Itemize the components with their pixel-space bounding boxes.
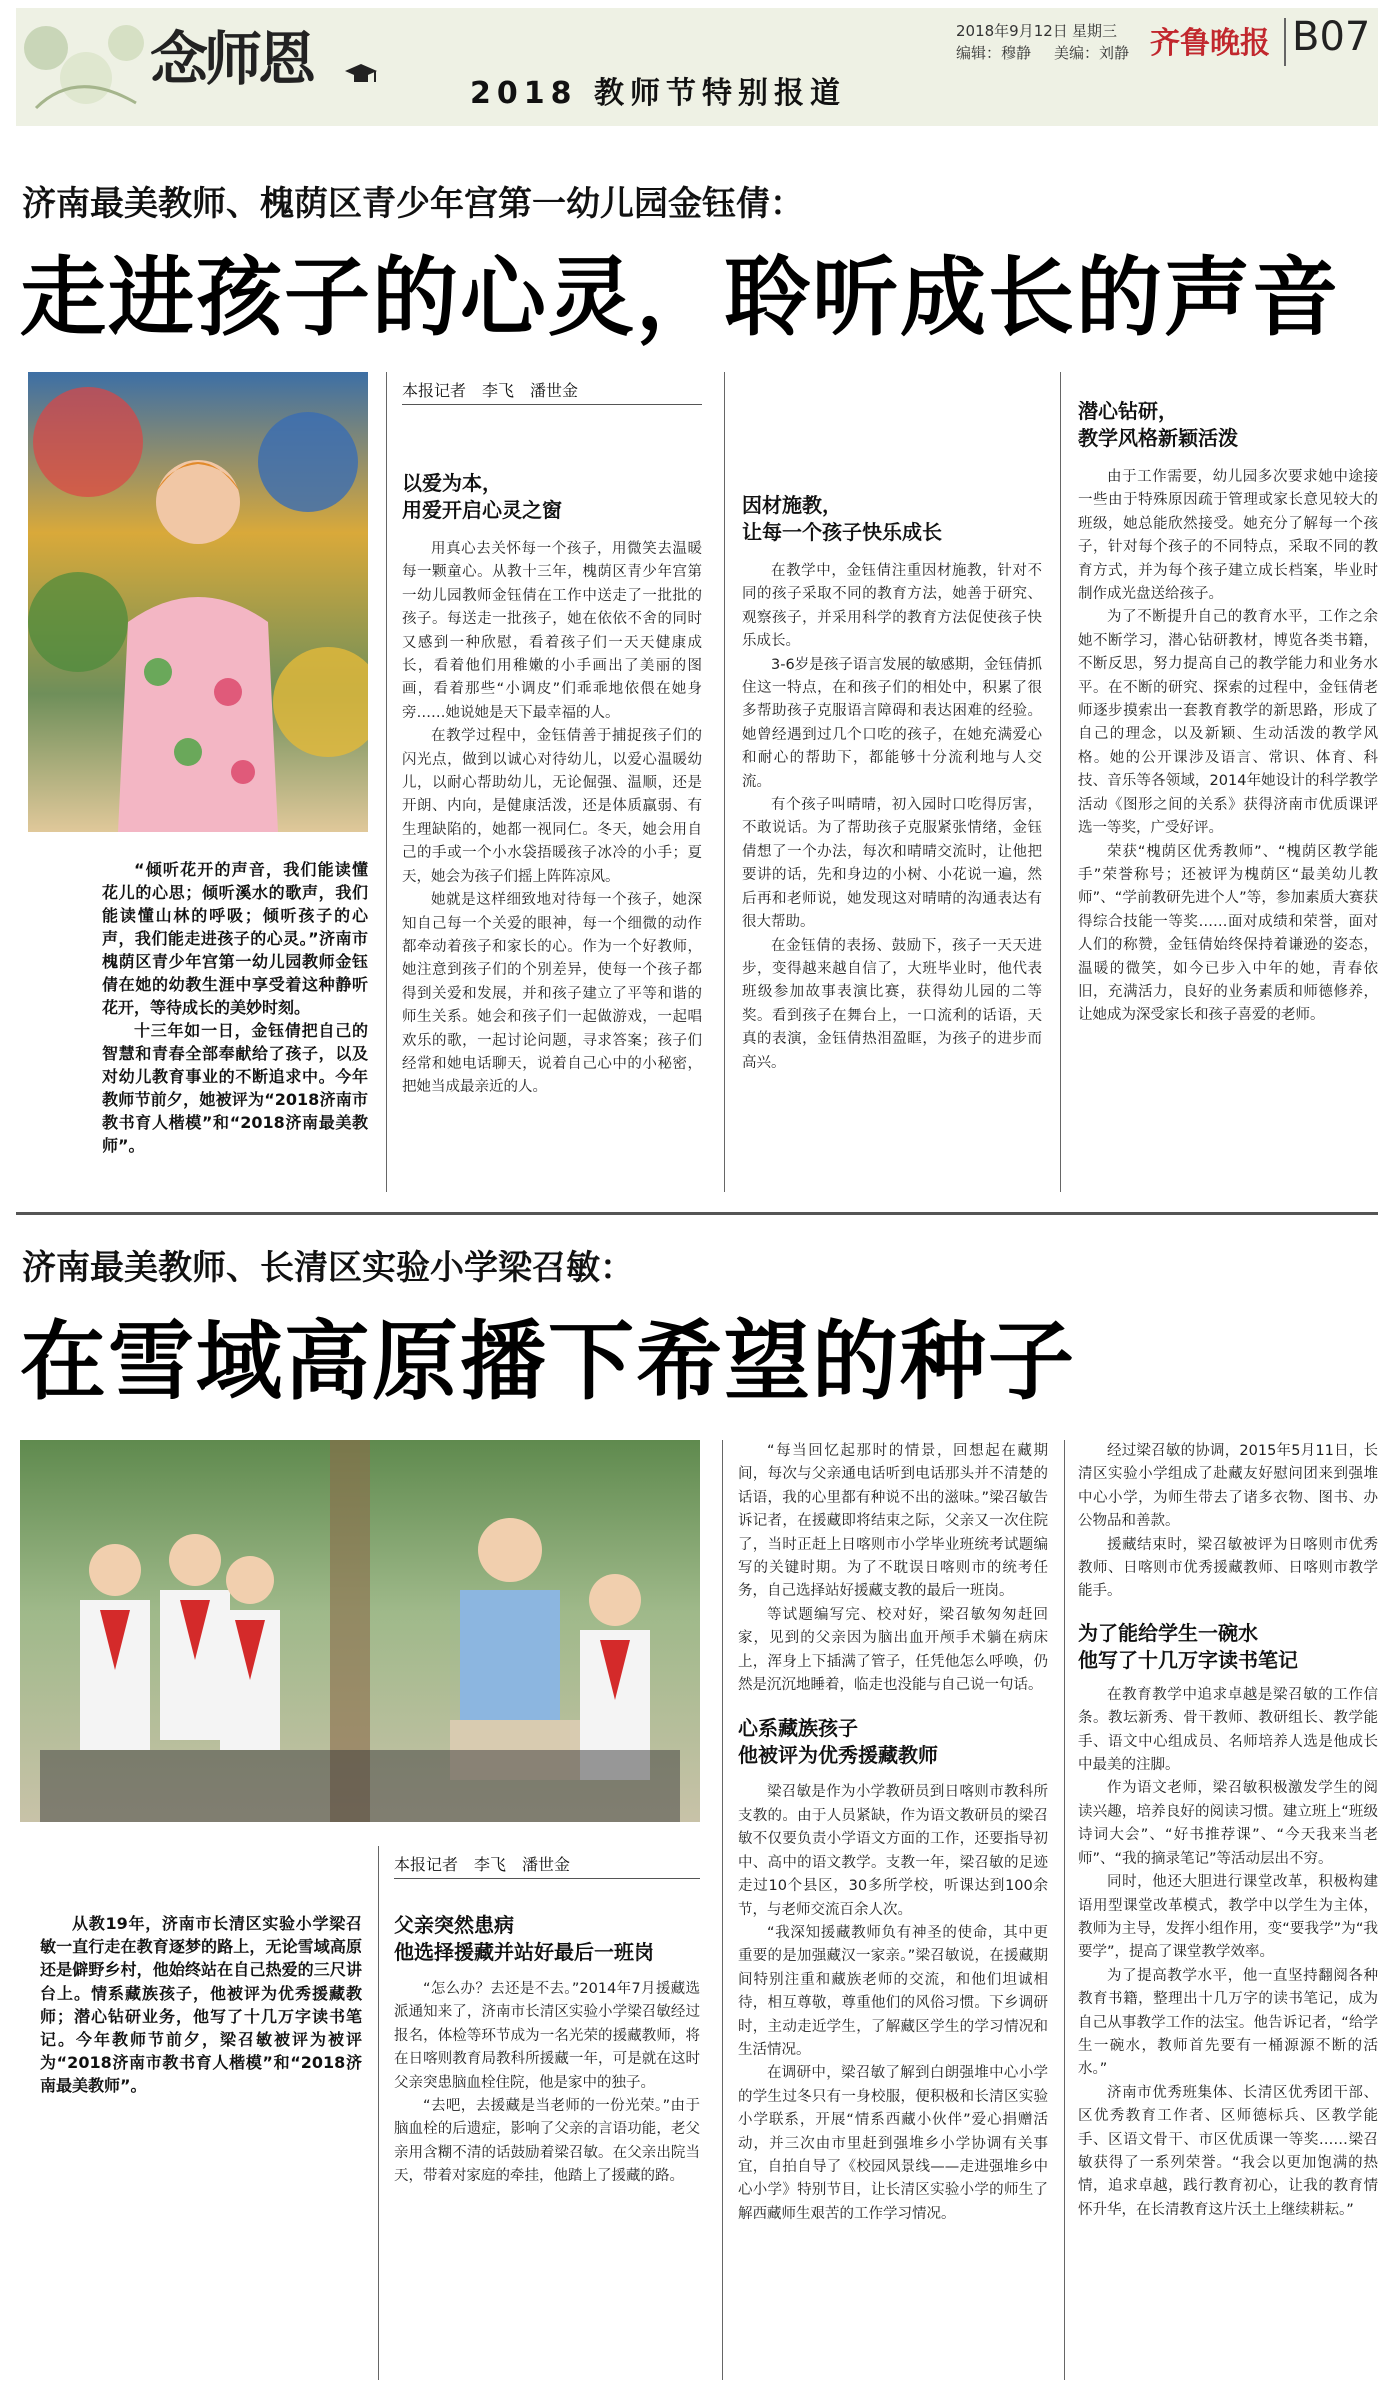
article2-headline: 在雪域高原播下希望的种子: [20, 1312, 1076, 1412]
column-divider: [724, 372, 725, 1192]
section-divider: [16, 1212, 1378, 1215]
article2-paragraph: “我深知援藏教师负有神圣的使命，其中更重要的是加强藏汉一家亲。”梁召敏说，在援藏期间特别注重和藏族老师的交流，和他们坦诚相待，相互尊敬，尊重他们的风俗习惯。下乡调研时，主动走近学生，了解藏区学生的学习情况和生活情况。: [738, 1924, 1048, 2058]
article2-column-3: [1078, 1440, 1378, 2380]
article1-paragraph: 她就是这样细致地对待每一个孩子，她深知自己每一个关爱的眼神，每一个细微的动作都牵动着孩子和家长的心。作为一个好教师，她注意到孩子们的个别差异，使每一个孩子都得到关爱和发展，并和孩子建立了平等和谐的师生关系。她会和孩子们一起做游戏，一起唱欢乐的歌，一起讨论问题，寻求答案；孩子们经常和她电话聊天，说着自己心中的小秘密，把她当成最亲近的人。: [402, 892, 702, 1096]
column-divider: [386, 372, 387, 1192]
article2-subhead-3: 为了能给学生一碗水 他写了十几万字读书笔记: [1078, 1620, 1298, 1672]
column-divider: [1060, 372, 1061, 1192]
article1-intro-para: 十三年如一日，金钰倩把自己的智慧和青春全部奉献给了孩子，以及对幼儿教育事业的不断追求中。今年教师节前夕，她被评为“2018济南市教书育人楷模”和“2018济南最美教师”。: [102, 1021, 368, 1155]
article2-paragraph: “怎么办？去还是不去。”2014年7月援藏选派通知来了，济南市长清区实验小学梁召敏经过报名，体检等环节成为一名光荣的援藏教师，将在日喀则教育局教科所援藏一年，可是就在这时父亲突患脑血栓住院，他是家中的独子。: [394, 1981, 700, 2091]
graduation-cap-icon: [344, 62, 378, 86]
article1-subhead-3: 潜心钻研， 教学风格新颖活泼: [1078, 399, 1238, 450]
page-number: B07: [1292, 14, 1371, 60]
article1-intro: [102, 858, 368, 1157]
article2-paragraph: 经过梁召敏的协调，2015年5月11日，长清区实验小学组成了赴藏友好慰问团来到强堆中心小学，为师生带去了诸多衣物、图书、办公物品和善款。: [1078, 1443, 1378, 1530]
article1-paragraph: 用真心去关怀每一个孩子，用微笑去温暖每一颗童心。从教十三年，槐荫区青少年宫第一幼儿园教师金钰倩在工作中送走了一批批的孩子。每送走一批孩子，她在依依不舍的同时又感到一种欣慰，看着孩子们一天天健康成长，看着他们用稚嫩的小手画出了美丽的图画，看着那些“小调皮”们乖乖地依偎在她身旁……她说她是天下最幸福的人。: [402, 541, 702, 721]
article2-paragraph: “去吧，去援藏是当老师的一份光荣。”由于脑血栓的后遗症，影响了父亲的言语功能，老父亲用含糊不清的话鼓励着梁召敏。在父亲出院当天，带着对家庭的牵挂，他踏上了援藏的路。: [394, 2098, 700, 2185]
article2-paragraph: “每当回忆起那时的情景，回想起在藏期间，每次与父亲通电话听到电话那头并不清楚的话语，我的心里都有种说不出的滋味。”梁召敏告诉记者，在援藏即将结束之际，父亲又一次住院了，当时正赶上日喀则市小学毕业班统考试题编写的关键时期。为了不耽误日喀则市的统考任务，自己选择站好援藏支教的最后一班岗。: [738, 1443, 1048, 1600]
article2-paragraph: 援藏结束时，梁召敏被评为日喀则市优秀教师、日喀则市优秀援藏教师、日喀则市教学能手。: [1078, 1536, 1378, 1600]
editor-credit: 编辑：穆静: [956, 44, 1032, 62]
article2-paragraph: 在教育教学中追求卓越是梁召敏的工作信条。教坛新秀、骨干教师、教研组长、教学能手、语文中心组成员、名师培养人选是他成长中最美的注脚。: [1078, 1686, 1378, 1774]
article1-byline: 本报记者 李飞 潘世金: [402, 381, 579, 400]
article1-paragraph: 在教学过程中，金钰倩善于捕捉孩子们的闪光点，做到以诚心对待幼儿，以爱心温暖幼儿，以耐心帮助幼儿，无论倔强、温顺，还是开朗、内向，是健康活泼，还是体质羸弱、有生理缺陷的，她都一视同仁。冬天，她会用自己的手或一个小水袋捂暖孩子冰冷的小手；夏天，她会为孩子们摇上阵阵凉风。: [402, 728, 702, 885]
article1-photo: [28, 372, 368, 832]
article2-paragraph: 同时，他还大胆进行课堂改革，积极构建语用型课堂改革模式，教学中以学生为主体，教师为主导，发挥小组作用，变“要我学”为“我要学”，提高了课堂教学效率。: [1078, 1874, 1378, 1961]
issue-weekday: 星期三: [1072, 22, 1118, 40]
article2-column-1: [394, 1912, 700, 2380]
article2-kicker: 济南最美教师、长清区实验小学梁召敏：: [22, 1248, 634, 1288]
article1-column-3: [1078, 398, 1378, 1192]
article1-paragraph: 有个孩子叫晴晴，初入园时口吃得厉害，不敢说话。为了帮助孩子克服紧张情绪，金钰倩想了一个办法，每次和晴晴交流时，让他把要讲的话，先和身边的小树、小花说一遍，然后再和老师说，她发现这对晴晴的沟通表达有很大帮助。: [742, 797, 1042, 931]
article1-paragraph: 在金钰倩的表扬、鼓励下，孩子一天天进步，变得越来越自信了，大班毕业时，他代表班级参加故事表演比赛，获得幼儿园的二等奖。看到孩子在舞台上，一口流利的话语，天真的表演，金钰倩热泪盈眶，为孩子的进步而高兴。: [742, 937, 1042, 1071]
article1-subhead-2: 因材施教， 让每一个孩子快乐成长: [742, 493, 942, 544]
article1-paragraph: 为了不断提升自己的教育水平，工作之余她不断学习，潜心钻研教材，博览各类书籍，不断反思，努力提高自己的教学能力和业务水平。在不断的研究、探索的过程中，金钰倩老师逐步摸索出一套教育教学的新思路，形成了自己的理念，以及新颖、生动活泼的教学风格。她的公开课涉及语言、常识、体育、科技、音乐等各领域，2014年她设计的科学教学活动《图形之间的关系》获得济南市优质课评选一等奖，广受好评。: [1078, 609, 1378, 837]
masthead-divider: [1284, 18, 1286, 66]
article2-paragraph: 作为语文老师，梁召敏积极激发学生的阅读兴趣，培养良好的阅读习惯。建立班上“班级诗词大会”、“好书推荐课”、“今天我来当老师”、“我的摘录笔记”等活动层出不穷。: [1078, 1780, 1378, 1867]
article2-intro: [40, 1912, 362, 2098]
article2-paragraph: 梁召敏是作为小学教研员到日喀则市教科所支教的。由于人员紧缺，作为语文教研员的梁召敏不仅要负责小学语文方面的工作，还要指导初中、高中的语文教学。支教一年，梁召敏的足迹走过10个县区，30多所学校，听课达到100余节，与老师交流百余人次。: [738, 1784, 1048, 1918]
column-divider: [1064, 1440, 1065, 2380]
article2-photo: [20, 1440, 700, 1822]
article2-paragraph: 在调研中，梁召敏了解到白朗强堆中心小学的学生过冬只有一身校服，便积极和长清区实验小学联系，开展“情系西藏小伙伴”爱心捐赠活动，并三次由市里赶到强堆乡小学协调有关事宜，自拍自导了《校园风景线——走进强堆乡中心小学》特别节目，让长清区实验小学的师生了解西藏师生艰苦的工作学习情况。: [738, 2065, 1048, 2222]
byline-rule: [402, 404, 702, 405]
article2-column-2: [738, 1440, 1048, 2380]
masthead-flower-decoration: [16, 8, 156, 126]
article1-subhead-1: 以爱为本， 用爱开启心灵之窗: [402, 471, 562, 522]
article2-byline: 本报记者 李飞 潘世金: [394, 1855, 571, 1874]
article2-subhead-1: 父亲突然患病 他选择援藏并站好最后一班岗: [394, 1913, 654, 1964]
column-divider: [378, 1846, 379, 2380]
article2-paragraph: 等试题编写完、校对好，梁召敏匆匆赶回家，见到的父亲因为脑出血开颅手术躺在病床上，浑身上下插满了管子，任凭他怎么呼唤，仍然是沉沉地睡着，临走也没能与自己说一句话。: [738, 1606, 1048, 1694]
byline-rule: [394, 1878, 700, 1879]
article1-paragraph: 3-6岁是孩子语言发展的敏感期，金钰倩抓住这一特点，在和孩子们的相处中，积累了很多帮助孩子克服语言障碍和表达困难的经验。她曾经遇到过几个口吃的孩子，在她充满爱心和耐心的帮助下，都能够十分流利地与人交流。: [742, 656, 1042, 790]
article2-paragraph: 济南市优秀班集体、长清区优秀团干部、区优秀教育工作者、区师德标兵、区教学能手、区语文骨干、市区优质课一等奖……梁召敏获得了一系列荣誉。“我会以更加饱满的热情，追求卓越，践行教育初心，让我的教育情怀升华，在长清教育这片沃土上继续耕耘。”: [1078, 2084, 1378, 2218]
article2-subhead-2: 心系藏族孩子 他被评为优秀援藏教师: [738, 1716, 938, 1768]
article1-headline: 走进孩子的心灵，聆听成长的声音: [20, 248, 1340, 348]
article1-kicker: 济南最美教师、槐荫区青少年宫第一幼儿园金钰倩：: [22, 184, 804, 224]
article1-intro-para: “倾听花开的声音，我们能读懂花儿的心思；倾听溪水的歌声，我们能读懂山林的呼吸；倾听孩子的心声，我们能走进孩子的心灵。”济南市槐荫区青少年宫第一幼儿园教师金钰倩在她的幼教生涯中享受着这种静听花开，等待成长的美妙时刻。: [102, 860, 368, 1017]
issue-date: 2018年9月12日: [956, 22, 1068, 40]
article2-intro-para: 从教19年，济南市长清区实验小学梁召敏一直行走在教育逐梦的路上，无论雪域高原还是僻野乡村，他始终站在自己热爱的三尺讲台上。情系藏族孩子，他被评为优秀援藏教师；潜心钻研业务，他写了十几万字读书笔记。今年教师节前夕，梁召敏被评为被评为“2018济南市教书育人楷模”和“2018济南最美教师”。: [40, 1914, 362, 2096]
newspaper-logo: 齐鲁晚报: [1150, 26, 1270, 61]
designer-credit: 美编：刘静: [1054, 44, 1130, 62]
article1-column-2: [742, 492, 1042, 1192]
column-divider: [722, 1440, 723, 2380]
column-title: 念师恩: [150, 25, 313, 93]
article1-column-1: [402, 470, 702, 1192]
article1-paragraph: 由于工作需要，幼儿园多次要求她中途接一些由于特殊原因疏于管理或家长意见较大的班级，她总能欣然接受。她充分了解每一个孩子，针对每个孩子的不同特点，采取不同的教育方式，并为每个孩子建立成长档案，毕业时制作成光盘送给孩子。: [1078, 469, 1378, 603]
article1-paragraph: 荣获“槐荫区优秀教师”、“槐荫区教学能手”荣誉称号；还被评为槐荫区“最美幼儿教师”、“学前教研先进个人”等，参加素质大赛获得综合技能一等奖……面对成绩和荣誉，面对人们的称赞，金钰倩始终保持着谦逊的姿态，温暖的微笑，如今已步入中年的她，青春依旧，充满活力，良好的业务素质和师德修养，让她成为深受家长和孩子喜爱的老师。: [1078, 843, 1378, 1024]
article2-paragraph: 为了提高教学水平，他一直坚持翻阅各种教育书籍，整理出十几万字的读书笔记，成为自己从事教学工作的法宝。他告诉记者，“给学生一碗水，教师首先要有一桶源源不断的活水。”: [1078, 1967, 1378, 2078]
article1-paragraph: 在教学中，金钰倩注重因材施教，针对不同的孩子采取不同的教育方法，她善于研究、观察孩子，并采用科学的教育方法促使孩子快乐成长。: [742, 563, 1042, 650]
special-report-title: 2018 教师节特别报道: [470, 76, 846, 111]
